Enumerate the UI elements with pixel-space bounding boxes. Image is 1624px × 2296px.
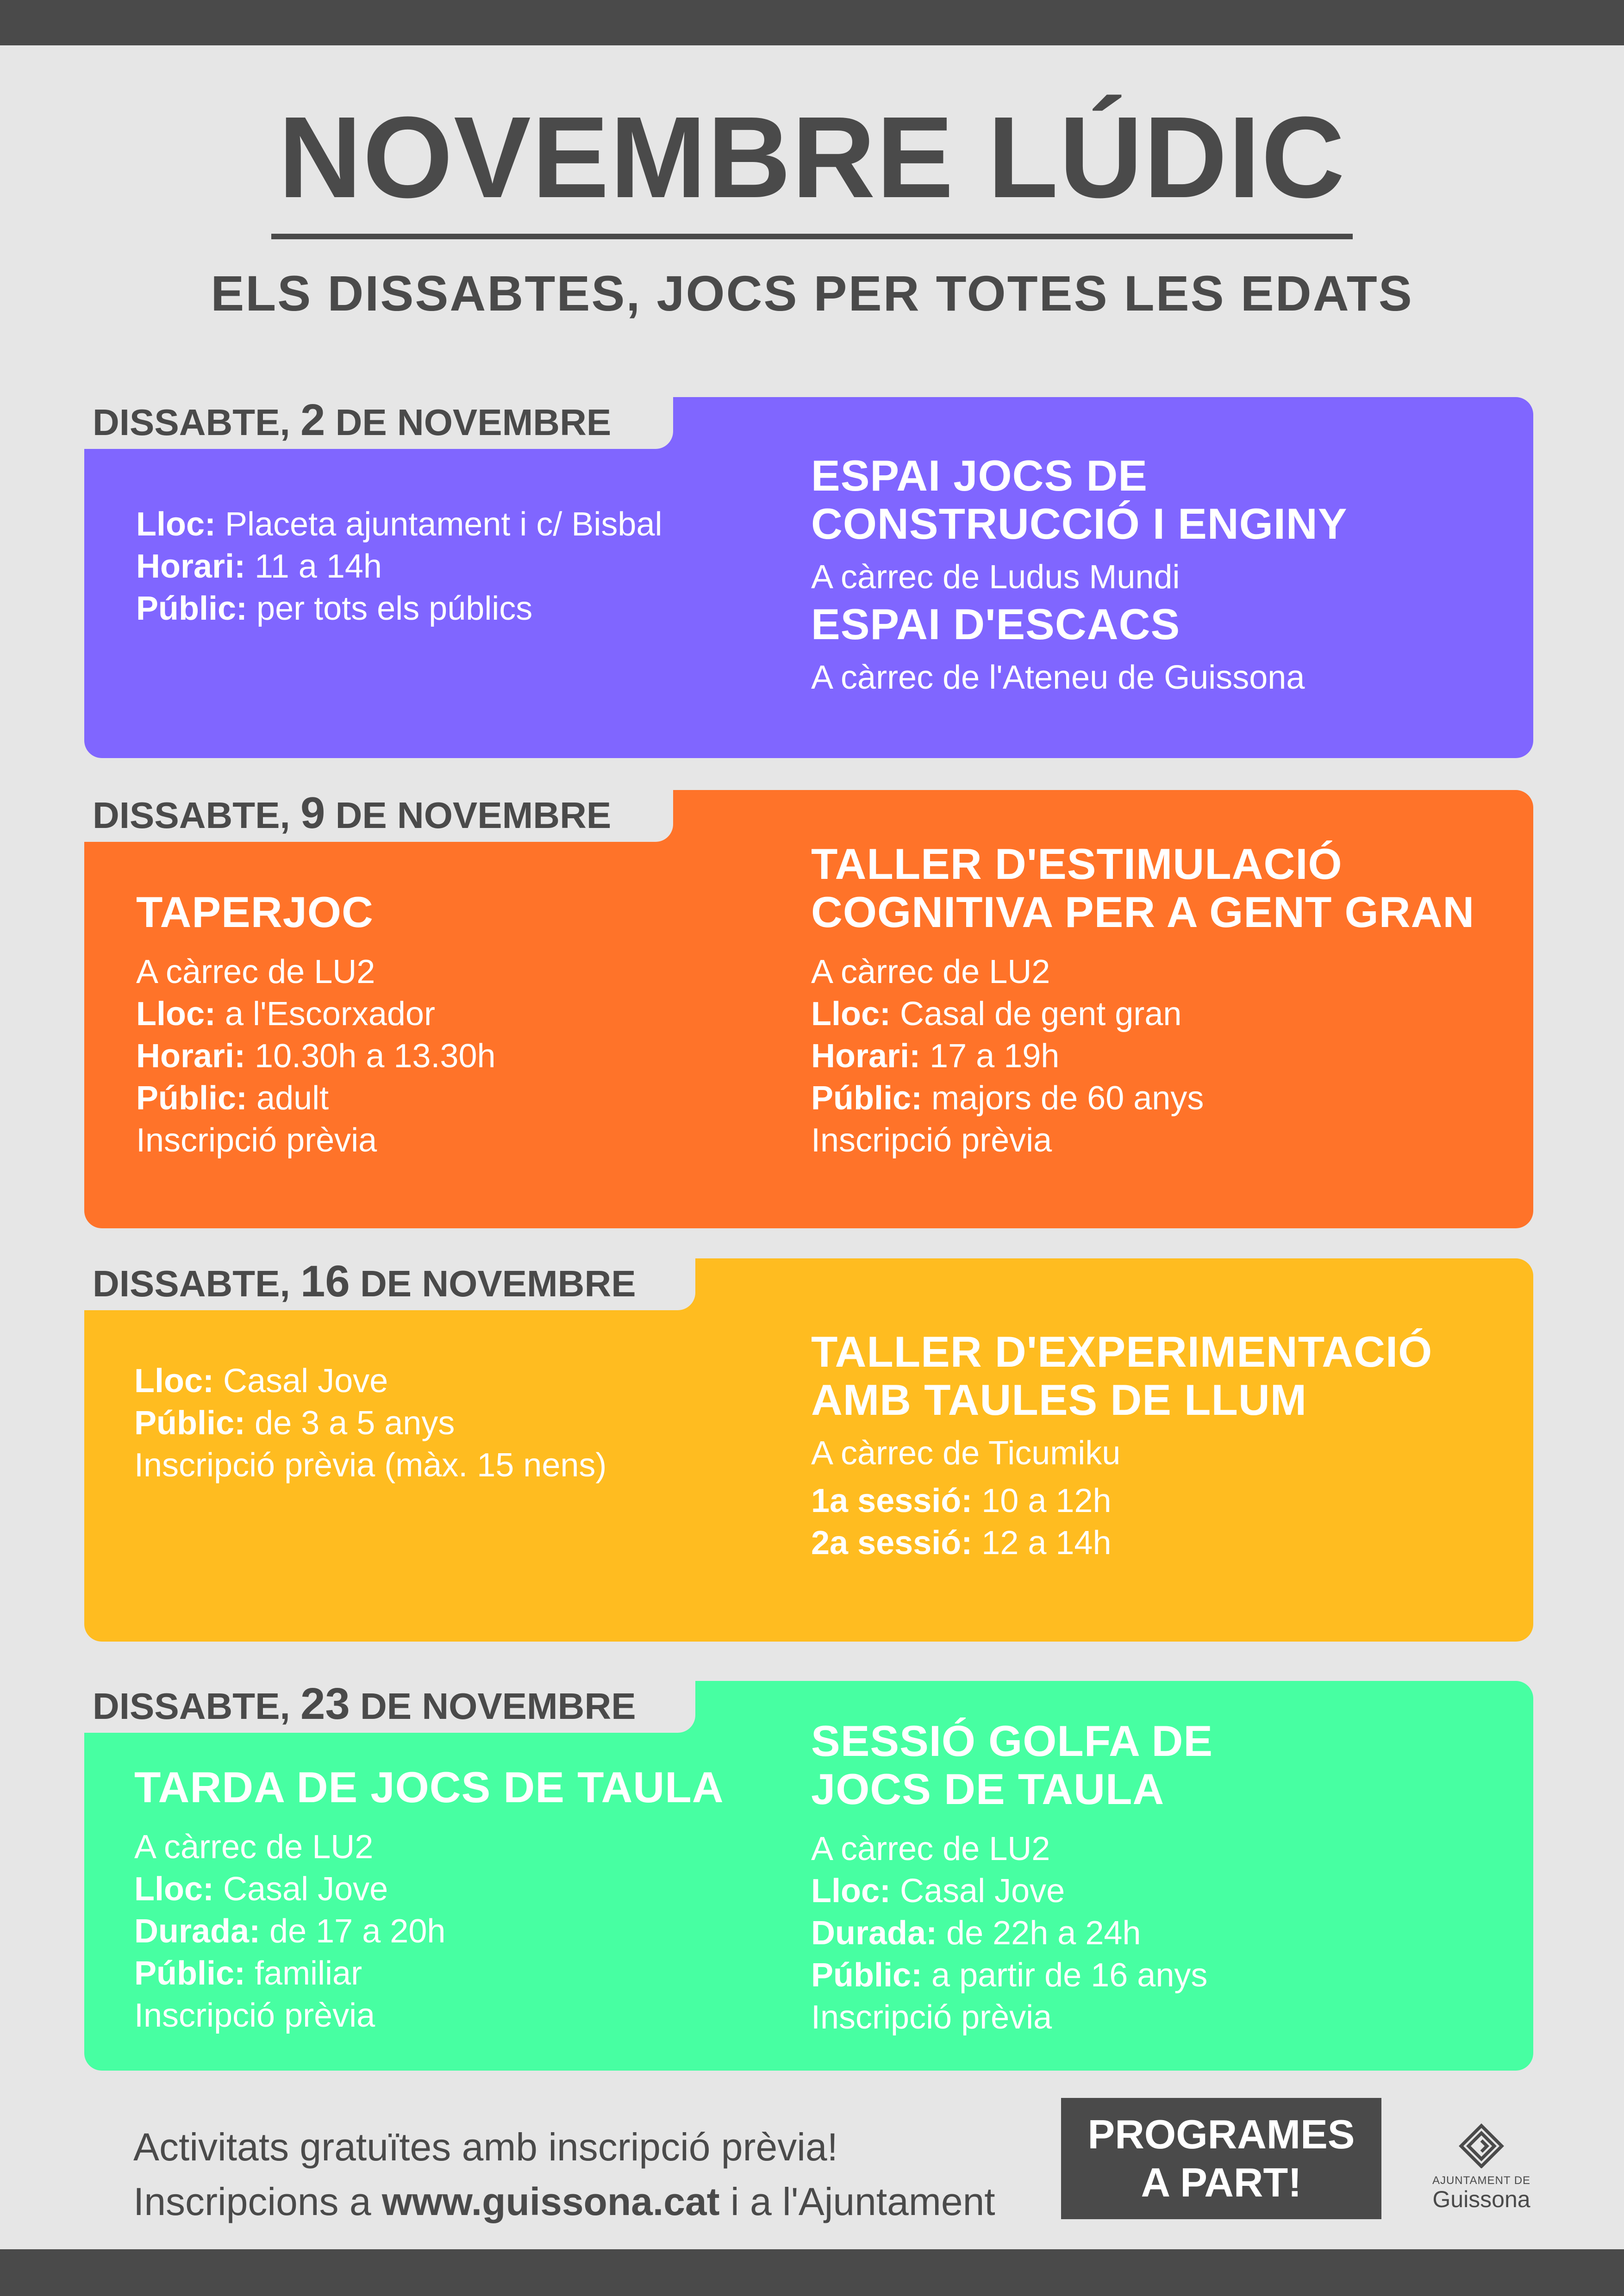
section-nov-9-left	[136, 888, 496, 1162]
guissona-logo	[1426, 2122, 1537, 2211]
activity-title: COGNITIVA PER A GENT GRAN	[811, 888, 1475, 936]
cta-line: PROGRAMES	[1087, 2111, 1355, 2157]
session-line: 1a sessió: 10 a 12h	[811, 1482, 1112, 1519]
activity-title: TARDA DE JOCS DE TAULA	[134, 1763, 724, 1811]
section-nov-23-left	[134, 1763, 724, 2037]
registration-note: Inscripció prèvia	[811, 1999, 1052, 2036]
section-nov-9	[84, 790, 1533, 1228]
footer-info	[133, 2120, 995, 2229]
footer-line-1: Activitats gratuïtes amb inscripció prèvia!	[133, 2125, 838, 2169]
registration-note: Inscripció prèvia (màx. 15 nens)	[134, 1447, 607, 1484]
section-nov-2-left	[136, 504, 662, 630]
info-line: Lloc: Casal de gent gran	[811, 996, 1182, 1033]
info-line: Lloc: Casal Jove	[134, 1363, 388, 1400]
info-line: Lloc: a l'Escorxador	[136, 996, 435, 1033]
date-tab-nov-16: DISSABTE, 16 DE NOVEMBRE	[84, 1258, 695, 1310]
section-nov-9-right	[811, 840, 1474, 1162]
date-tab-nov-23: DISSABTE, 23 DE NOVEMBRE	[84, 1681, 695, 1733]
activity-organizer: A càrrec de LU2	[811, 1830, 1050, 1867]
activity-organizer: A càrrec de LU2	[136, 953, 375, 990]
activity-title: SESSIÓ GOLFA DE	[811, 1717, 1213, 1765]
info-line: Públic: adult	[136, 1080, 329, 1117]
guissona-logo-icon	[1454, 2122, 1509, 2168]
cta-line: A PART!	[1141, 2159, 1302, 2205]
activity-organizer: A càrrec de Ticumiku	[811, 1435, 1121, 1472]
section-nov-2	[84, 397, 1533, 758]
section-nov-23	[84, 1681, 1533, 2071]
activity-organizer: A càrrec de LU2	[134, 1829, 374, 1866]
info-line: Horari: 11 a 14h	[136, 548, 382, 585]
activity-title: TAPERJOC	[136, 888, 374, 936]
logo-line-1: AJUNTAMENT DE	[1432, 2174, 1531, 2187]
activity-title: JOCS DE TAULA	[811, 1765, 1165, 1813]
activity-title: CONSTRUCCIÓ I ENGINY	[811, 499, 1348, 548]
info-line: Públic: familiar	[134, 1955, 362, 1992]
activity-title: TALLER D'EXPERIMENTACIÓ	[811, 1327, 1433, 1376]
section-nov-23-right	[811, 1717, 1213, 2039]
info-line: Lloc: Placeta ajuntament i c/ Bisbal	[136, 506, 662, 543]
info-line: Públic: de 3 a 5 anys	[134, 1405, 455, 1442]
activity-title: TALLER D'ESTIMULACIÓ	[811, 840, 1343, 888]
date-tab-nov-2: DISSABTE, 2 DE NOVEMBRE	[84, 397, 673, 449]
session-line: 2a sessió: 12 a 14h	[811, 1524, 1112, 1562]
section-nov-2-right	[811, 452, 1348, 699]
info-line: Durada: de 22h a 24h	[811, 1915, 1141, 1952]
activity-organizer: A càrrec de LU2	[811, 953, 1050, 990]
info-line: Horari: 10.30h a 13.30h	[136, 1038, 496, 1075]
info-line: Públic: per tots els públics	[136, 590, 533, 627]
page-title: NOVEMBRE LÚDIC	[278, 93, 1346, 222]
date-tab-nov-9: DISSABTE, 9 DE NOVEMBRE	[84, 790, 673, 842]
programs-cta-box	[1061, 2098, 1381, 2219]
info-line: Públic: majors de 60 anys	[811, 1080, 1204, 1117]
info-line: Lloc: Casal Jove	[811, 1873, 1065, 1910]
section-nov-16	[84, 1258, 1533, 1642]
activity-title: ESPAI D'ESCACS	[811, 600, 1181, 648]
section-nov-16-right	[811, 1328, 1432, 1564]
registration-note: Inscripció prèvia	[134, 1997, 375, 2034]
info-line: Públic: a partir de 16 anys	[811, 1957, 1208, 1994]
top-bar	[0, 0, 1624, 45]
section-nov-16-left	[134, 1360, 606, 1487]
registration-note: Inscripció prèvia	[811, 1122, 1052, 1159]
logo-line-2: Guissona	[1432, 2186, 1530, 2212]
page-subtitle: ELS DISSABTES, JOCS PER TOTES LES EDATS	[211, 265, 1413, 321]
info-line: Durada: de 17 a 20h	[134, 1913, 446, 1950]
website-link[interactable]: www.guissona.cat	[381, 2180, 720, 2223]
title-rule	[271, 234, 1353, 239]
activity-title: AMB TAULES DE LLUM	[811, 1375, 1307, 1424]
info-line: Lloc: Casal Jove	[134, 1871, 388, 1908]
activity-organizer: A càrrec de Ludus Mundi	[811, 559, 1180, 596]
footer-line-2: Inscripcions a www.guissona.cat i a l'Ajuntament	[133, 2180, 995, 2223]
info-line: Horari: 17 a 19h	[811, 1038, 1060, 1075]
activity-title: ESPAI JOCS DE	[811, 451, 1148, 500]
bottom-bar	[0, 2249, 1624, 2296]
registration-note: Inscripció prèvia	[136, 1122, 377, 1159]
activity-organizer: A càrrec de l'Ateneu de Guissona	[811, 659, 1305, 696]
